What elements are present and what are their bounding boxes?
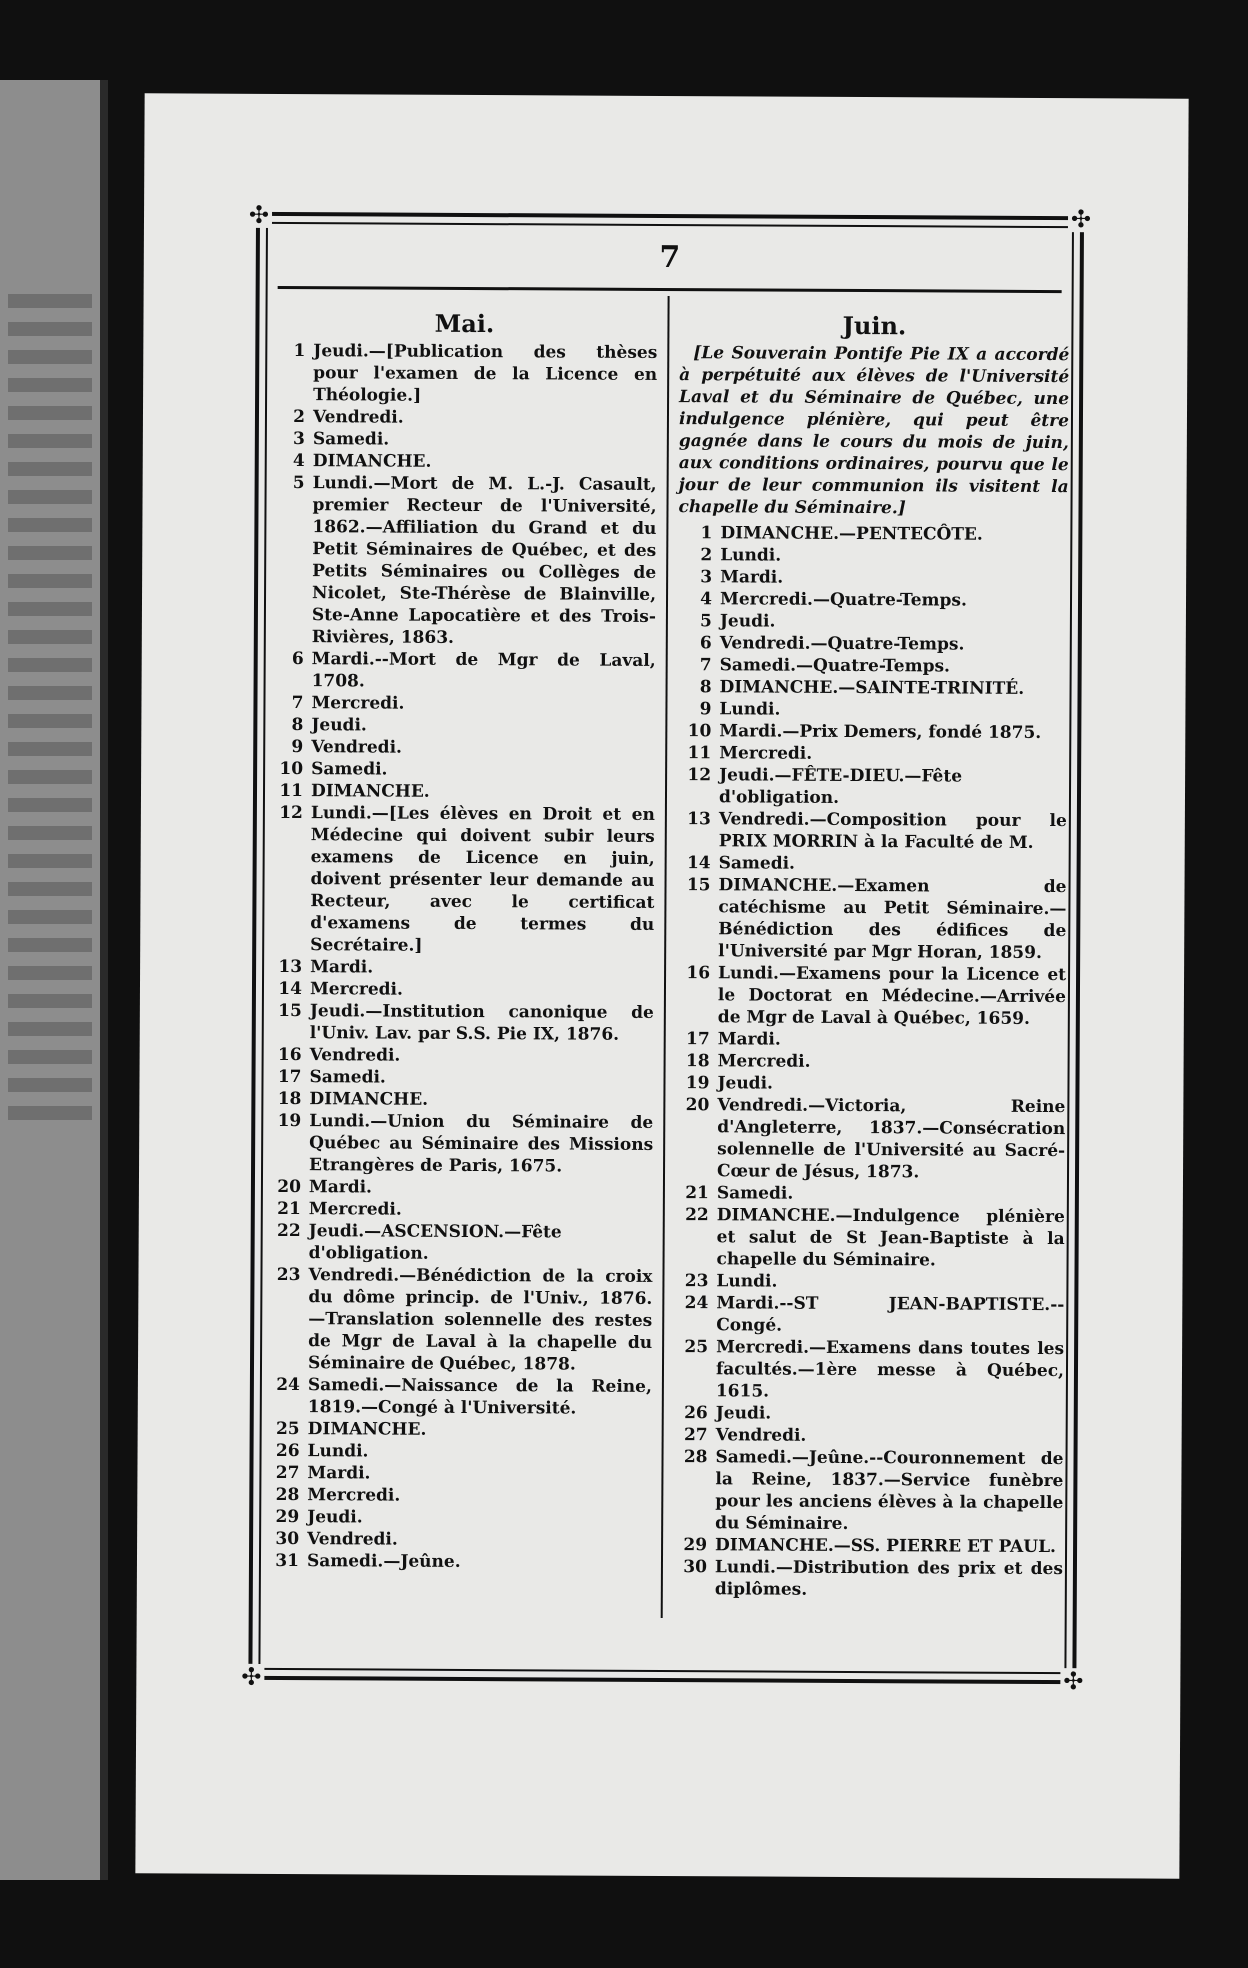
- calendar-entry: [677, 808, 1067, 854]
- june-intro-note: [Le Souverain Pontife Pie IX a accordé à perpétuité aux élèves de l'Université Laval et du Séminaire de Québec, une indulgence plénière, qui peut être gagnée dans le cours du mois de juin, aux conditions ordinaires, pourvu que le jour de leur communion ils visitent la chapelle du Séminaire.]: [678, 343, 1070, 519]
- day-number: 25: [275, 1418, 300, 1440]
- entry-text: DIMANCHE.—SS. PIERRE ET PAUL.: [715, 1535, 1057, 1558]
- day-number: 1: [700, 523, 713, 544]
- day-number: 5: [700, 611, 712, 632]
- entry-text: Lundi.—Mort de M. L.-J. Casault, premier Recteur de l'Université, 1862.—Affiliation du Grand et du Petit Séminaires de Québec, et des Petits Séminaires ou Collèges de Nicolet, Ste-Thérèse de Blainville, Ste-Anne Lapocatière et des Trois-Rivières, 1863.: [311, 473, 657, 648]
- entry-text: Samedi.: [309, 1067, 386, 1088]
- previous-page-text-lines: [8, 280, 92, 1134]
- calendar-entry: [269, 758, 655, 782]
- entry-text: Jeudi.: [715, 1403, 772, 1424]
- day-number: 10: [687, 721, 712, 742]
- entry-text: Samedi.: [716, 1183, 794, 1204]
- day-number: 8: [291, 715, 304, 736]
- day-number: 4: [292, 451, 305, 472]
- calendar-entry: [677, 742, 1067, 766]
- entry-text: Mardi.: [310, 957, 374, 978]
- day-number: 10: [279, 758, 304, 780]
- entry-text: Mercredi.: [719, 743, 813, 764]
- calendar-entry: [269, 736, 655, 760]
- calendar-entry: [268, 978, 654, 1002]
- entry-text: Samedi.—Quatre-Temps.: [719, 655, 951, 677]
- entry-text: Mercredi.: [308, 1199, 402, 1220]
- entry-text: Mardi.: [308, 1177, 373, 1198]
- entry-text: Vendredi.: [311, 737, 403, 758]
- corner-ornament-icon: ✣: [238, 1664, 264, 1690]
- day-number: 21: [277, 1198, 301, 1220]
- month-title-may: Mai.: [434, 308, 495, 339]
- calendar-entry: [271, 406, 657, 430]
- day-number: 15: [278, 1000, 302, 1022]
- calendar-entry: [678, 654, 1068, 678]
- entry-text: Lundi.: [719, 699, 781, 720]
- calendar-entry: [266, 1264, 653, 1376]
- day-number: 15: [686, 875, 711, 896]
- entry-text: Vendredi.: [715, 1425, 807, 1446]
- calendar-entry: [267, 1198, 653, 1222]
- day-number: 14: [686, 853, 711, 874]
- day-number: 22: [685, 1205, 709, 1226]
- entry-text: Mardi.--ST JEAN-BAPTISTE.--Congé.: [716, 1293, 1065, 1336]
- day-number: 17: [277, 1066, 302, 1088]
- calendar-entry: [266, 1418, 652, 1442]
- day-number: 29: [275, 1506, 300, 1528]
- calendar-entry: [674, 1336, 1064, 1404]
- entry-text: DIMANCHE.—SAINTE-TRINITÉ.: [719, 677, 1025, 699]
- day-number: 6: [699, 633, 712, 654]
- day-number: 3: [292, 429, 305, 450]
- entry-text: Mercredi.: [311, 693, 405, 714]
- day-number: 23: [276, 1264, 301, 1286]
- may-column: [265, 308, 658, 1574]
- calendar-entry: [678, 566, 1068, 590]
- calendar-entry: [268, 956, 654, 980]
- day-number: 31: [275, 1550, 300, 1572]
- calendar-entry: [266, 1440, 652, 1464]
- calendar-entry: [678, 588, 1068, 612]
- calendar-entry: [267, 1088, 653, 1112]
- calendar-entry: [265, 1550, 651, 1574]
- calendar-entry: [676, 1028, 1066, 1052]
- calendar-entry: [266, 1374, 652, 1420]
- day-number: 22: [276, 1220, 301, 1242]
- day-number: 8: [699, 677, 712, 698]
- entry-text: Samedi.—Jeûne.--Couronnement de la Reine, 1837.—Service funèbre pour les anciens élèves à la chapelle du Séminaire.: [715, 1447, 1064, 1534]
- calendar-entry: [271, 340, 657, 408]
- day-number: 29: [683, 1535, 708, 1556]
- entry-text: Mercredi.—Quatre-Temps.: [719, 589, 967, 611]
- entry-text: Jeudi.—Institution canonique de l'Univ. Lav. par S.S. Pie IX, 1876.: [309, 1001, 654, 1045]
- entry-text: DIMANCHE.—Examen de catéchisme au Petit Séminaire.—Bénédiction des édifices de l'Université par Mgr Horan, 1859.: [718, 875, 1067, 963]
- entry-text: Jeudi.—ASCENSION.—Fête d'obligation.: [308, 1221, 562, 1264]
- day-number: 23: [684, 1271, 709, 1292]
- day-number: 14: [278, 978, 303, 1000]
- entry-text: Vendredi.—Victoria, Reine d'Angleterre, 1837.—Consécration solennelle de l'Université au Sacré-Cœur de Jésus, 1873.: [716, 1095, 1066, 1183]
- calendar-entry: [267, 1066, 653, 1090]
- calendar-entry: [268, 1044, 654, 1068]
- calendar-entry: [674, 1270, 1064, 1294]
- column-divider: [661, 296, 670, 1618]
- day-number: 19: [685, 1073, 710, 1094]
- day-number: 30: [683, 1557, 708, 1578]
- day-number: 25: [684, 1337, 709, 1358]
- calendar-entry: [677, 698, 1067, 722]
- entry-text: DIMANCHE.—Indulgence plénière et salut de St Jean-Baptiste à la chapelle du Séminaire.: [716, 1205, 1065, 1271]
- day-number: 7: [699, 655, 712, 676]
- day-number: 26: [684, 1403, 708, 1424]
- day-number: 5: [292, 473, 305, 494]
- day-number: 28: [683, 1447, 708, 1468]
- entry-text: Samedi.—Naissance de la Reine, 1819.—Congé à l'Université.: [307, 1375, 652, 1419]
- calendar-entry: [677, 764, 1067, 810]
- day-number: 9: [699, 699, 712, 720]
- calendar-entry: [678, 632, 1068, 656]
- day-number: 16: [686, 963, 711, 984]
- day-number: 19: [277, 1110, 302, 1132]
- calendar-entry: [267, 1110, 653, 1178]
- calendar-entry: [676, 962, 1066, 1030]
- calendar-entry: [673, 1556, 1063, 1602]
- calendar-entry: [269, 714, 655, 738]
- day-number: 7: [291, 693, 304, 714]
- day-number: 27: [275, 1462, 300, 1484]
- entry-text: Jeudi.: [717, 1073, 774, 1094]
- entry-text: Lundi.—[Les élèves en Droit et en Médecine qui doivent subir leurs examens de Licence en juin, doivent présenter leur demande au Recteur, avec le certificat d'examens de termes du Secrétaire.]: [310, 803, 655, 956]
- day-number: 2: [293, 407, 306, 428]
- calendar-entry: [676, 874, 1066, 964]
- month-title-june: Juin.: [842, 310, 907, 341]
- entry-text: Samedi.—Jeûne.: [306, 1551, 461, 1572]
- calendar-entry: [675, 1072, 1065, 1096]
- entry-text: Mardi.: [720, 567, 784, 588]
- calendar-entry: [265, 1506, 651, 1530]
- entry-text: DIMANCHE.—PENTECÔTE.: [720, 523, 983, 545]
- entry-text: Lundi.—Union du Séminaire de Québec au Séminaire des Missions Etrangères de Paris, 1675.: [309, 1111, 654, 1177]
- entry-text: DIMANCHE.: [307, 1419, 427, 1440]
- june-column: [673, 310, 1070, 1602]
- day-number: 20: [277, 1176, 301, 1198]
- entry-text: DIMANCHE.: [310, 781, 430, 802]
- calendar-entry: [674, 1424, 1064, 1448]
- entry-text: Samedi.: [312, 429, 390, 450]
- calendar-entry: [267, 1176, 653, 1200]
- header-rule: [278, 286, 1062, 293]
- entry-text: Vendredi.—Quatre-Temps.: [719, 633, 965, 655]
- entry-text: Mercredi.: [309, 979, 404, 1000]
- day-number: 11: [687, 743, 712, 764]
- corner-ornament-icon: ✣: [1068, 206, 1094, 232]
- entry-text: Samedi.: [311, 759, 388, 780]
- day-number: 30: [275, 1528, 300, 1550]
- entry-text: Jeudi.—FÊTE-DIEU.—Fête d'obligation.: [718, 765, 963, 808]
- day-number: 18: [277, 1088, 302, 1110]
- calendar-entry: [678, 676, 1068, 700]
- calendar-entry: [678, 522, 1068, 546]
- calendar-entry: [270, 648, 656, 694]
- calendar-entry: [265, 1484, 651, 1508]
- entry-text: Vendredi.—Bénédiction de la croix du dôme princip. de l'Univ., 1876. —Translation solennelle des restes de Mgr de Laval à la chapelle du Séminaire de Québec, 1878.: [307, 1265, 653, 1375]
- day-number: 20: [685, 1095, 710, 1116]
- calendar-entry: [674, 1292, 1064, 1338]
- calendar-entry: [265, 1528, 651, 1552]
- calendar-entry: [678, 544, 1068, 568]
- day-number: 24: [276, 1374, 300, 1396]
- day-number: 12: [279, 802, 303, 824]
- entry-text: Samedi.: [718, 853, 796, 874]
- calendar-entry: [677, 852, 1067, 876]
- may-entries: [265, 340, 657, 1574]
- calendar-entry: [271, 428, 657, 452]
- entry-text: Mardi.: [717, 1029, 781, 1050]
- calendar-entry: [271, 450, 657, 474]
- day-number: 13: [278, 956, 303, 978]
- entry-text: Lundi.—Distribution des prix et des diplômes.: [714, 1557, 1064, 1600]
- day-number: 6: [291, 649, 304, 670]
- calendar-page: [135, 93, 1188, 1878]
- previous-page-edge: [0, 80, 108, 1880]
- page-number: 7: [659, 239, 681, 276]
- entry-text: Jeudi.: [307, 1507, 363, 1528]
- calendar-entry: [268, 802, 655, 958]
- june-entries: [673, 522, 1069, 1602]
- calendar-entry: [675, 1204, 1065, 1272]
- entry-text: Lundi.: [307, 1441, 369, 1462]
- day-number: 2: [700, 545, 713, 566]
- calendar-entry: [268, 1000, 654, 1046]
- entry-text: Mardi.: [307, 1463, 371, 1484]
- calendar-entry: [674, 1402, 1064, 1426]
- page-border-frame: [241, 200, 1092, 1696]
- entry-text: Mercredi.: [717, 1051, 811, 1072]
- entry-text: DIMANCHE.: [309, 1089, 429, 1110]
- entry-text: Vendredi.: [309, 1045, 401, 1066]
- day-number: 1: [293, 341, 306, 362]
- calendar-entry: [269, 780, 655, 804]
- entry-text: DIMANCHE.: [312, 451, 432, 472]
- entry-text: Vendredi.—Composition pour le PRIX MORRIN à la Faculté de M.: [718, 809, 1067, 853]
- calendar-entry: [675, 1182, 1065, 1206]
- day-number: 27: [683, 1425, 708, 1446]
- entry-text: Vendredi.: [307, 1529, 398, 1550]
- entry-text: Lundi.: [720, 545, 782, 566]
- day-number: 24: [684, 1293, 709, 1314]
- day-number: 12: [687, 765, 712, 786]
- entry-text: Jeudi.—[Publication des thèses pour l'examen de la Licence en Théologie.]: [313, 341, 658, 406]
- entry-text: Mercredi.—Examens dans toutes les facultés.—1ère messe à Québec, 1615.: [715, 1337, 1065, 1402]
- entry-text: Jeudi.: [311, 715, 367, 736]
- entry-text: Lundi.: [716, 1271, 778, 1292]
- calendar-entry: [265, 1462, 651, 1486]
- entry-text: Mardi.—Prix Demers, fondé 1875.: [719, 721, 1042, 743]
- day-number: 9: [291, 737, 304, 758]
- day-number: 13: [687, 809, 711, 830]
- corner-ornament-icon: ✣: [246, 202, 272, 228]
- entry-text: Vendredi.: [312, 407, 404, 428]
- day-number: 18: [685, 1051, 710, 1072]
- calendar-entry: [678, 610, 1068, 634]
- day-number: 28: [275, 1484, 300, 1506]
- entry-text: Mardi.--Mort de Mgr de Laval, 1708.: [311, 649, 656, 692]
- day-number: 3: [700, 567, 713, 588]
- calendar-entry: [267, 1220, 653, 1266]
- calendar-entry: [673, 1534, 1063, 1558]
- day-number: 21: [685, 1183, 709, 1204]
- day-number: 26: [275, 1440, 300, 1462]
- day-number: 16: [277, 1044, 302, 1066]
- calendar-entry: [676, 1050, 1066, 1074]
- corner-ornament-icon: ✣: [1060, 1668, 1086, 1694]
- calendar-entry: [673, 1446, 1063, 1536]
- calendar-entry: [269, 692, 655, 716]
- entry-text: Jeudi.: [719, 611, 776, 632]
- day-number: 11: [279, 780, 304, 802]
- calendar-entry: [677, 720, 1067, 744]
- day-number: 17: [685, 1029, 710, 1050]
- day-number: 4: [700, 589, 713, 610]
- calendar-entry: [270, 472, 657, 650]
- calendar-entry: [675, 1094, 1065, 1184]
- entry-text: Mercredi.: [307, 1485, 401, 1506]
- entry-text: Lundi.—Examens pour la Licence et le Doctorat en Médecine.—Arrivée de Mgr de Laval à Québec, 1659.: [717, 963, 1067, 1029]
